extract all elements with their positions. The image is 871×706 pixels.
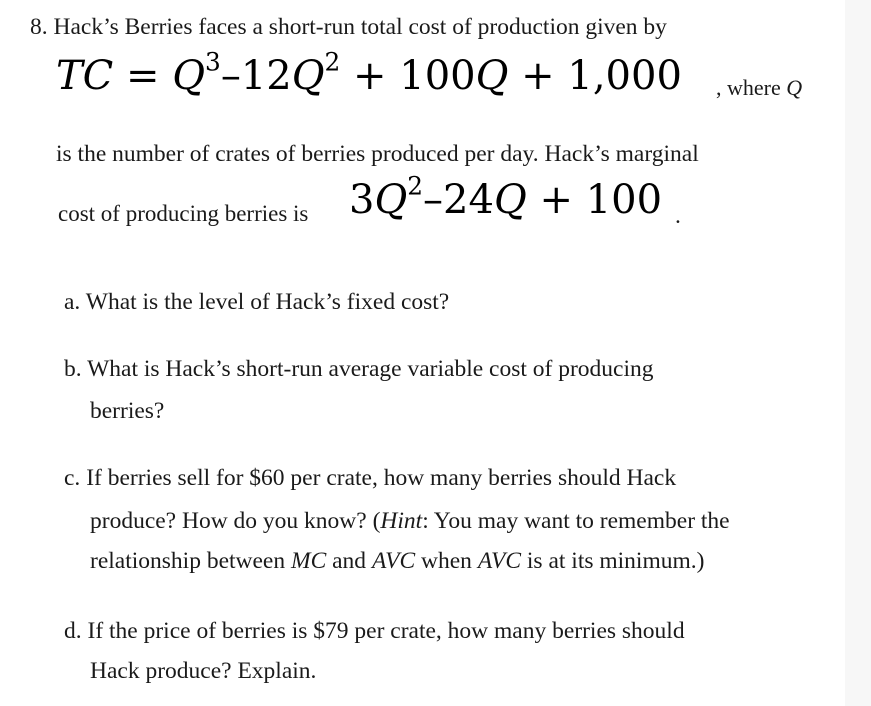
question-text: What is the level of Hack’s fixed cost? (85, 289, 450, 315)
plus-sign: + (521, 53, 555, 99)
q-var: Q (493, 177, 527, 223)
question-label: d. (64, 618, 82, 644)
question-d-line-2: Hack produce? Explain. (90, 658, 317, 684)
equals-sign: = (126, 53, 160, 99)
constant: 1,000 (567, 53, 682, 99)
question-text: If the price of berries is $79 per crate, how many berries should (87, 618, 685, 644)
coefficient: 12 (240, 53, 292, 99)
question-b-line-2: berries? (90, 398, 165, 424)
coefficient: 3 (349, 177, 375, 223)
exponent: 3 (205, 47, 221, 77)
text-segment: relationship between (90, 548, 291, 574)
avc-term: AVC (371, 548, 416, 574)
question-label: b. (64, 356, 82, 382)
question-d-line-1 (64, 620, 685, 644)
text-segment: : You may want to remember the (422, 508, 730, 534)
question-c-line-1 (64, 467, 676, 491)
text-segment: when (415, 548, 478, 574)
question-c-line-2 (90, 510, 730, 534)
question-text: If berries sell for $60 per crate, how many berries should Hack (86, 465, 677, 491)
period: . (675, 203, 681, 229)
where-clause (716, 77, 802, 99)
problem-number: 8. (30, 14, 48, 40)
q-var: Q (291, 53, 325, 99)
question-label: a. (64, 289, 81, 315)
problem-intro-text: Hack’s Berries faces a short-run total cost of production given by (53, 14, 667, 40)
tc-symbol: TC (56, 53, 114, 99)
exponent: 2 (324, 47, 341, 77)
exponent: 2 (407, 171, 424, 201)
text-segment: and (326, 548, 372, 574)
where-text: where (727, 75, 781, 100)
q-var: Q (374, 177, 408, 223)
total-cost-equation (56, 47, 682, 99)
question-a (64, 291, 449, 315)
q-var: Q (475, 53, 509, 99)
minus-sign: – (423, 177, 444, 223)
question-c-line-3 (90, 550, 704, 574)
plus-sign: + (539, 177, 573, 223)
question-label: c. (64, 465, 81, 491)
coefficient: 24 (443, 177, 494, 223)
hint-label: Hint (380, 508, 423, 534)
constant: 100 (585, 177, 663, 223)
q-var: Q (172, 53, 206, 99)
marginal-cost-equation (349, 171, 663, 223)
question-text: What is Hack’s short-run average variable cost of producing (87, 356, 654, 382)
text-segment: produce? How do you know? ( (90, 508, 381, 534)
comma: , (716, 75, 722, 100)
where-q: Q (786, 75, 803, 100)
minus-sign: – (220, 53, 241, 99)
question-b-line-1 (64, 358, 654, 382)
avc-term: AVC (477, 548, 522, 574)
text-segment: is at its minimum.) (521, 548, 705, 574)
mc-term: MC (291, 548, 327, 574)
problem-line-4: cost of producing berries is (58, 201, 309, 226)
problem-line-3: is the number of crates of berries produced per day. Hack’s marginal (56, 141, 699, 167)
coefficient: 100 (399, 53, 476, 99)
plus-sign: + (353, 53, 387, 99)
problem-intro (30, 16, 667, 40)
